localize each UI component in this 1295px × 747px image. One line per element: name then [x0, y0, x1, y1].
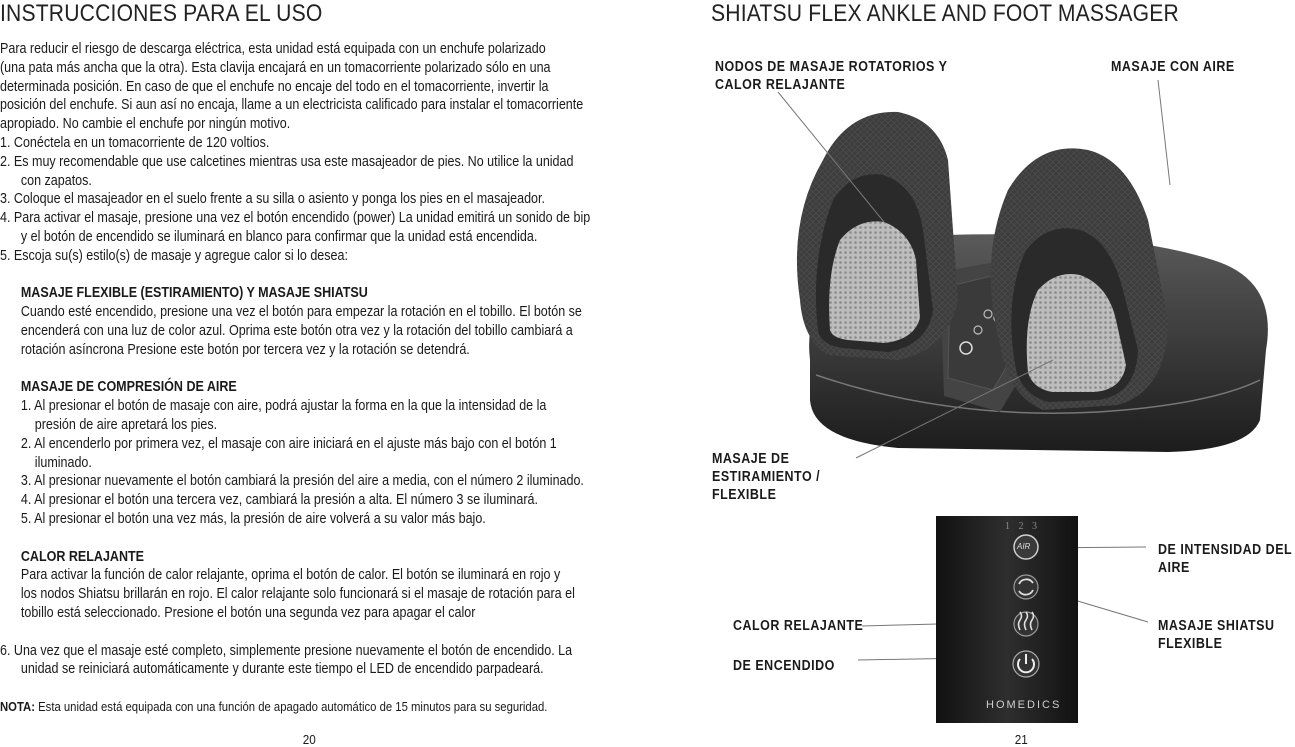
- intro-line: (una pata más ancha que la otra). Esta clavija encajará en un tomacorriente polarizado sólo en una: [0, 59, 551, 76]
- flex-heading: MASAJE FLEXIBLE (ESTIRAMIENTO) Y MASAJE SHIATSU: [20, 285, 368, 302]
- page-number-right: 21: [1014, 732, 1028, 747]
- brand-logo: HOMEDICS: [986, 699, 1062, 711]
- intro-line: posición del enchufe. Si aun así no encaja, llame a un electricista calificado para instalar el tomacorriente: [0, 97, 584, 114]
- label-stretch-line: MASAJE DE: [712, 451, 790, 467]
- heat-button: [1014, 612, 1038, 636]
- label-air-intensity-line: AIRE: [1158, 560, 1190, 576]
- label-nodes: [715, 58, 947, 94]
- step-2-cont: con zapatos.: [20, 172, 92, 189]
- heat-text: Para activar la función de calor relajante, oprima el botón de calor. El botón se iluminará en rojo y: [20, 567, 561, 584]
- heat-heading: CALOR RELAJANTE: [20, 548, 144, 565]
- label-air-intensity: [1158, 541, 1292, 577]
- step-6-cont: unidad se reiniciará automáticamente y durante este tiempo el LED de encendido parpadeará.: [20, 661, 544, 678]
- label-nodes-line: NODOS DE MASAJE ROTATORIOS Y: [715, 59, 948, 75]
- intro-line: apropiado. No cambie el enchufe por ningún motivo.: [0, 116, 291, 133]
- intro-line: Para reducir el riesgo de descarga eléctrica, esta unidad está equipada con un enchufe polarizado: [0, 41, 546, 57]
- air-heading: MASAJE DE COMPRESIÓN DE AIRE: [20, 379, 237, 396]
- note-text: Esta unidad está equipada con una función de apagado automático de 15 minutos para su seguridad.: [34, 698, 548, 714]
- page-number-left: 20: [302, 732, 316, 747]
- air-item-5: 5. Al presionar el botón una vez más, la presión de aire volverá a su valor más bajo.: [20, 510, 486, 527]
- label-power: DE ENCENDIDO: [733, 658, 835, 674]
- note-label: NOTA:: [0, 698, 35, 714]
- label-heat: CALOR RELAJANTE: [733, 618, 864, 634]
- right-page: [648, 0, 1295, 745]
- flex-text: Cuando esté encendido, presione una vez el botón para empezar la rotación en el tobillo. El botón se: [20, 304, 582, 321]
- left-foot-mesh: [829, 221, 920, 343]
- step-3: 3. Coloque el masajeador en el suelo frente a su silla o asiento y ponga los pies en el masajeador.: [0, 191, 545, 208]
- label-stretch-line: ESTIRAMIENTO /: [712, 469, 821, 485]
- label-air-massage: MASAJE CON AIRE: [1111, 59, 1235, 75]
- label-nodes-line: CALOR RELAJANTE: [715, 77, 846, 93]
- air-item-2-cont: iluminado.: [34, 454, 92, 471]
- step-2: 2. Es muy recomendable que use calcetines mientras usa este masajeador de pies. No utilice la unidad: [0, 153, 574, 170]
- left-page: [0, 0, 640, 745]
- flex-text: rotación asíncrona Presione este botón por tercera vez y la rotación se detendrá.: [20, 341, 470, 358]
- intro-line: determinada posición. En caso de que el enchufe no encaje del todo en el tomacorriente, invertir la: [0, 78, 549, 95]
- air-item-3: 3. Al presionar nuevamente el botón cambiará la presión del aire a media, con el número 2 iluminado.: [20, 473, 584, 490]
- step-6: 6. Una vez que el masaje esté completo, simplemente presione nuevamente el botón de encendido. La: [0, 642, 573, 659]
- label-shiatsu-line: FLEXIBLE: [1158, 636, 1223, 652]
- label-air-intensity-line: DE INTENSIDAD DEL: [1158, 542, 1293, 558]
- label-shiatsu: [1158, 617, 1274, 653]
- page-title-left: INSTRUCCIONES PARA EL USO: [0, 0, 323, 27]
- step-4: 4. Para activar el masaje, presione una vez el botón encendido (power) La unidad emitirá un sonido de bip: [0, 210, 591, 227]
- air-level-numbers: 1 2 3: [1005, 521, 1040, 532]
- air-item-2: 2. Al encenderlo por primera vez, el masaje con aire iniciará en el ajuste más bajo con el botón 1: [20, 435, 557, 452]
- air-item-1-cont: presión de aire apretará los pies.: [34, 416, 218, 433]
- step-4-cont: y el botón de encendido se iluminará en blanco para confirmar que la unidad está encendida.: [20, 228, 538, 245]
- step-1: 1. Conéctela en un tomacorriente de 120 voltios.: [0, 134, 270, 151]
- page-title-right: SHIATSU FLEX ANKLE AND FOOT MASSAGER: [711, 0, 1179, 27]
- label-stretch: [712, 450, 820, 504]
- air-button-label: AIR: [1017, 542, 1031, 551]
- air-item-4: 4. Al presionar el botón una tercera vez, cambiará la presión a alta. El número 3 se iluminará.: [20, 492, 538, 509]
- heat-text: los nodos Shiatsu brillarán en rojo. El calor relajante solo funcionará si el masaje de rotación para el: [20, 586, 575, 603]
- step-5: 5. Escoja su(s) estilo(s) de masaje y agregue calor si lo desea:: [0, 247, 348, 264]
- air-item-1: 1. Al presionar el botón de masaje con aire, podrá ajustar la forma en la que la intensidad de la: [20, 398, 547, 415]
- label-stretch-line: FLEXIBLE: [712, 487, 777, 503]
- control-panel-closeup: [936, 516, 1078, 723]
- heat-text: tobillo está seleccionado. Presione el botón una segunda vez para apagar el calor: [20, 604, 476, 621]
- note-line: [0, 698, 626, 717]
- label-shiatsu-line: MASAJE SHIATSU: [1158, 618, 1275, 634]
- instructions-body: [0, 40, 626, 717]
- flex-text: encenderá con una luz de color azul. Oprima este botón otra vez y la rotación del tobillo cambiará a: [20, 322, 573, 339]
